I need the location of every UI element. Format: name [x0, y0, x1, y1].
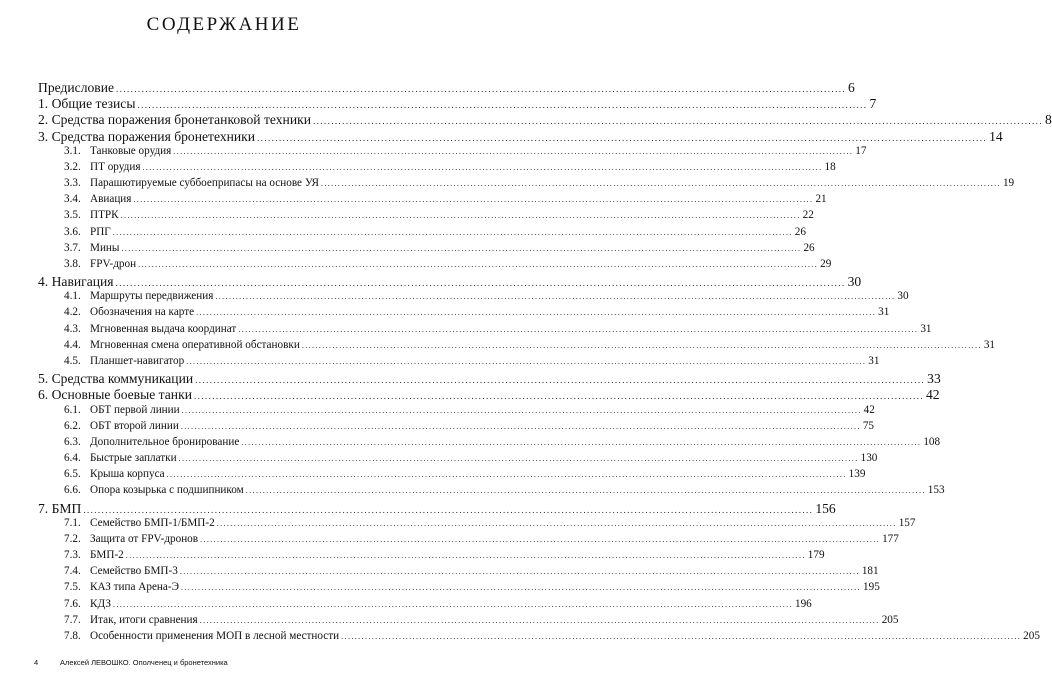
toc-entry-page: 29 — [820, 257, 832, 270]
toc-entry[interactable] — [64, 338, 995, 351]
toc-entry-title — [64, 549, 124, 561]
toc-entry-page: 14 — [989, 128, 1003, 144]
toc-entry-label: Семейство БМП-1/БМП-2 — [90, 516, 215, 529]
toc-entry-page: 22 — [802, 209, 814, 222]
toc-entry-label: ПТ орудия — [90, 160, 141, 173]
dot-leader: ........................................................................................................................................................................................................ — [196, 308, 877, 318]
toc-entry-label: Авиация — [90, 193, 132, 206]
toc-entry-number: 3.2. — [64, 160, 81, 173]
toc-entry-number: 3.6. — [64, 225, 81, 238]
toc-entry-title — [38, 501, 81, 517]
toc-entry-title — [64, 323, 236, 335]
toc-entry[interactable] — [64, 355, 880, 367]
toc-entry-number: 4.2. — [64, 306, 81, 319]
toc-entry-title — [38, 129, 255, 145]
toc-entry-page: 18 — [824, 160, 836, 173]
toc-entry-label: 1. Общие тезисы — [38, 96, 136, 112]
toc-entry-page: 177 — [882, 532, 899, 545]
dot-leader: ........................................................................................................................................................................................................ — [241, 437, 922, 447]
toc-entry-page: 196 — [794, 597, 812, 610]
toc-entry-page: 17 — [855, 144, 867, 157]
dot-leader: ........................................................................................................................................................................................................ — [199, 615, 880, 625]
toc-entry-label: Крыша корпуса — [90, 468, 165, 481]
toc-entry[interactable] — [64, 257, 832, 270]
toc-entry-number: 7.2. — [64, 532, 81, 545]
toc-entry-number: 3.8. — [64, 257, 81, 270]
toc-entry-label: 6. Основные боевые танки — [38, 387, 192, 403]
toc-entry-title — [64, 209, 119, 221]
toc-entry-number: 6.3. — [64, 435, 81, 448]
dot-leader: ........................................................................................................................................................................................................ — [320, 179, 1001, 189]
toc-entry-label: Мгновенная смена оперативной обстановки — [90, 338, 300, 351]
dot-leader: ........................................................................................................................................................................................................ — [181, 405, 862, 415]
dot-leader: ........................................................................................................................................................................................................ — [112, 599, 793, 609]
toc-entry[interactable] — [64, 468, 866, 481]
toc-entry-title — [64, 533, 198, 545]
toc-entry-number: 6.6. — [64, 484, 81, 497]
toc-entry-title — [64, 242, 119, 254]
toc-entry[interactable] — [64, 209, 814, 222]
dot-leader: ........................................................................................................................................................................................................ — [142, 162, 823, 172]
dot-leader: ........................................................................................................................................................................................................ — [341, 632, 1022, 641]
dot-leader: ........................................................................................................................................................................................................ — [125, 551, 806, 561]
toc-entry[interactable] — [64, 193, 827, 206]
toc-entry-title — [38, 371, 193, 387]
toc-entry-page: 179 — [807, 549, 825, 562]
toc-entry-page: 7 — [869, 96, 877, 112]
toc-entry-page: 42 — [863, 403, 875, 416]
toc-entry-label: ОБТ второй линии — [90, 419, 179, 432]
toc-entry-label: Предисловие — [38, 80, 115, 95]
toc-entry-number: 3.4. — [64, 193, 81, 206]
toc-entry[interactable] — [38, 274, 862, 290]
dot-leader: ........................................................................................................................................................................................................ — [133, 195, 814, 205]
toc-entry[interactable] — [64, 613, 899, 626]
toc-entry-label: ПТРК — [90, 209, 119, 222]
toc-entry-label: Опора козырька с подшипником — [90, 484, 244, 497]
toc-entry-page: 31 — [868, 355, 880, 367]
toc-entry-label: Мины — [90, 241, 120, 254]
toc-entry[interactable] — [38, 128, 1003, 145]
toc-entry-page: 181 — [861, 565, 879, 578]
toc-entry[interactable] — [64, 565, 879, 578]
toc-entry-label: Итак, итоги сравнения — [90, 613, 198, 626]
toc-entry-label: Парашютируемые суббоеприпасы на основе УЯ — [90, 177, 319, 190]
footer-running-title: Алексей ЛЕВОШКО. Ополченец и бронетехника — [60, 658, 228, 667]
toc-entry-title — [64, 614, 198, 626]
toc-entry-page: 153 — [927, 484, 945, 497]
toc-entry-page: 8 — [1044, 112, 1052, 128]
toc-entry-label: Маршруты передвижения — [90, 290, 214, 303]
toc-entry-label: 4. Навигация — [38, 274, 114, 290]
toc-entry-number: 7.3. — [64, 549, 81, 562]
toc-entry-number: 6.1. — [64, 403, 81, 416]
dot-leader: ........................................................................................................................................................................................................ — [200, 534, 881, 544]
toc-entry-label: БМП-2 — [90, 549, 124, 562]
toc-entry[interactable] — [64, 177, 1015, 190]
toc-entry-page: 130 — [860, 452, 878, 465]
toc-entry-title — [64, 598, 111, 610]
toc-entry-title — [64, 161, 140, 173]
toc-entry-label: 5. Средства коммуникации — [38, 371, 194, 387]
toc-entry-number: 7.5. — [64, 581, 81, 594]
toc-entry-page: 205 — [881, 613, 899, 626]
toc-entry-page: 157 — [898, 516, 916, 529]
footer-page-number: 4 — [34, 658, 39, 667]
toc-entry-title — [64, 258, 136, 270]
dot-leader: ........................................................................................................................................................................................................ — [137, 100, 868, 111]
toc-entry-page: 33 — [927, 371, 941, 387]
toc-entry[interactable] — [38, 500, 836, 517]
dot-leader: ........................................................................................................................................................................................................ — [245, 486, 926, 496]
toc-entry-title — [64, 306, 194, 318]
toc-entry-page: 139 — [848, 468, 866, 481]
dot-leader: ........................................................................................................................................................................................................ — [166, 470, 847, 480]
toc-entry[interactable] — [64, 290, 909, 303]
dot-leader: ........................................................................................................................................................................................................ — [180, 421, 861, 431]
toc-entry[interactable] — [64, 419, 875, 432]
toc-entry-title — [38, 96, 135, 112]
toc-entry-label: Защита от FPV-дронов — [90, 532, 199, 545]
toc-entry[interactable] — [64, 144, 867, 157]
toc-entry-label: 7. БМП — [38, 500, 82, 516]
page-footer — [34, 658, 228, 667]
toc-entry-page: 31 — [920, 322, 932, 335]
toc-entry[interactable] — [64, 484, 945, 497]
toc-entry[interactable] — [64, 403, 875, 416]
toc-entry-title — [64, 630, 339, 642]
toc-entry-title — [38, 274, 114, 290]
dot-leader: ........................................................................................................................................................................................................ — [195, 375, 926, 386]
toc-entry-label: FPV-дрон — [90, 257, 137, 270]
toc-entry[interactable] — [64, 597, 812, 610]
toc-entry-number: 7.7. — [64, 613, 81, 626]
toc-entry[interactable] — [64, 435, 941, 448]
toc-entry-number: 7.6. — [64, 597, 81, 610]
toc-entry-page: 26 — [794, 225, 806, 238]
toc-entry-label: Быстрые заплатки — [90, 452, 177, 465]
toc-entry-title — [64, 452, 177, 464]
toc-entry-title — [64, 468, 165, 480]
dot-leader: ........................................................................................................................................................................................................ — [186, 357, 867, 366]
toc-entry-number: 6.2. — [64, 419, 81, 432]
toc-entry[interactable] — [64, 225, 806, 238]
toc-entry[interactable] — [64, 452, 878, 465]
toc-entry-number: 7.4. — [64, 565, 81, 578]
toc-entry-title — [64, 484, 244, 496]
toc-entry-page: 205 — [1023, 630, 1040, 642]
toc-entry-title — [64, 339, 300, 351]
toc-entry-title — [64, 565, 178, 577]
toc-entry-page: 156 — [815, 500, 836, 516]
dot-leader: ........................................................................................................................................................................................................ — [120, 211, 801, 221]
toc-entry-page: 6 — [848, 80, 855, 95]
toc-entry-page: 42 — [925, 387, 940, 403]
dot-leader: ........................................................................................................................................................................................................ — [178, 454, 859, 464]
dot-leader: ........................................................................................................................................................................................................ — [181, 583, 861, 593]
dot-leader: ........................................................................................................................................................................................................ — [257, 132, 988, 143]
toc-entry-number: 7.1. — [64, 516, 81, 529]
toc-entry-number: 6.5. — [64, 468, 81, 481]
toc-entry[interactable] — [38, 96, 877, 112]
toc-entry[interactable] — [38, 80, 855, 96]
toc-entry-page: 195 — [863, 581, 880, 594]
toc-entry-number: 4.1. — [64, 290, 81, 303]
dot-leader: ........................................................................................................................................................................................................ — [138, 259, 819, 269]
toc-entry[interactable] — [38, 387, 940, 403]
toc-entry-title — [64, 290, 213, 302]
toc-entry-label: Обозначения на карте — [90, 306, 195, 319]
toc-entry-page: 75 — [862, 419, 875, 432]
toc-entry[interactable] — [64, 630, 1040, 642]
toc-entry-number: 3.7. — [64, 241, 81, 254]
dot-leader: ........................................................................................................................................................................................................ — [193, 391, 924, 402]
dot-leader: ........................................................................................................................................................................................................ — [173, 146, 854, 156]
dot-leader: ........................................................................................................................................................................................................ — [121, 243, 802, 253]
toc-entry-label: Планшет-навигатор — [90, 355, 185, 367]
toc-entry-number: 7.8. — [64, 630, 81, 642]
toc-entry-number: 6.4. — [64, 452, 81, 465]
toc-entry-title — [64, 177, 319, 189]
toc-entry[interactable] — [64, 322, 932, 335]
toc-entry-label: Дополнительное бронирование — [90, 435, 240, 448]
dot-leader: ........................................................................................................................................................................................................ — [215, 292, 896, 302]
toc-entry-page: 26 — [803, 241, 815, 254]
toc-entry-number: 4.4. — [64, 338, 81, 351]
dot-leader: ........................................................................................................................................................................................................ — [112, 227, 793, 237]
toc-entry-number: 3.1. — [64, 144, 81, 157]
page-title: СОДЕРЖАНИЕ — [146, 14, 302, 35]
toc-entry-title — [38, 80, 114, 96]
toc-entry-label: ОБТ первой линии — [90, 403, 180, 416]
toc-entry[interactable] — [38, 371, 941, 387]
toc-entry-title — [64, 145, 171, 157]
toc-entry-page: 30 — [847, 274, 862, 290]
toc-entry-page: 31 — [983, 338, 995, 351]
toc-entry-title — [38, 387, 192, 403]
toc-entry-title — [64, 517, 215, 529]
toc-entry-label: Особенности применения МОП в лесной местности — [90, 630, 340, 642]
toc-entry-label: КДЗ — [90, 597, 111, 610]
toc-entry[interactable] — [38, 112, 1052, 128]
toc-entry-title — [64, 355, 184, 367]
toc-entry-label: Мгновенная выдача координат — [90, 322, 237, 335]
dot-leader: ........................................................................................................................................................................................................ — [115, 278, 846, 289]
toc-entry[interactable] — [64, 532, 899, 545]
toc-entry-label: 2. Средства поражения бронетанковой техники — [38, 112, 311, 128]
toc-entry-label: РПГ — [90, 225, 111, 238]
toc-entry-page: 31 — [878, 306, 890, 319]
toc-entry[interactable] — [64, 581, 880, 594]
toc-entry-label: Танковые орудия — [90, 144, 172, 157]
toc-entry-number: 3.3. — [64, 177, 81, 190]
toc-entry-page: 21 — [815, 193, 827, 206]
toc-entry[interactable] — [64, 160, 836, 173]
toc-entry-title — [64, 436, 239, 448]
dot-leader: ........................................................................................................................................................................................................ — [312, 116, 1043, 127]
toc-entry-page: 108 — [923, 435, 941, 448]
toc-entry[interactable] — [64, 306, 890, 319]
dot-leader: ........................................................................................................................................................................................................ — [116, 84, 847, 94]
toc-entry-title — [38, 112, 311, 128]
toc-entry-number: 3.5. — [64, 209, 81, 222]
dot-leader: ........................................................................................................................................................................................................ — [301, 340, 982, 350]
toc-entry[interactable] — [64, 549, 825, 562]
toc-entry-label: Семейство БМП-3 — [90, 565, 178, 578]
dot-leader: ........................................................................................................................................................................................................ — [179, 567, 860, 577]
toc-entry-number: 4.3. — [64, 322, 81, 335]
toc-entry-title — [64, 581, 179, 593]
dot-leader: ........................................................................................................................................................................................................ — [216, 518, 897, 528]
toc-entry[interactable] — [64, 241, 815, 254]
toc-entry-label: КАЗ типа Арена-Э — [90, 581, 179, 594]
toc-entry-title — [64, 226, 111, 238]
toc-entry-page: 30 — [897, 290, 909, 303]
toc-entry-title — [64, 193, 131, 205]
toc-entry-number: 4.5. — [64, 355, 81, 367]
toc-entry-page: 19 — [1002, 177, 1015, 190]
toc-entry-label: 3. Средства поражения бронетехники — [38, 128, 256, 144]
toc-entry-title — [64, 420, 179, 432]
toc-entry[interactable] — [64, 516, 916, 529]
dot-leader: ........................................................................................................................................................................................................ — [83, 504, 814, 515]
dot-leader: ........................................................................................................................................................................................................ — [238, 324, 919, 334]
toc-entry-title — [64, 404, 180, 416]
